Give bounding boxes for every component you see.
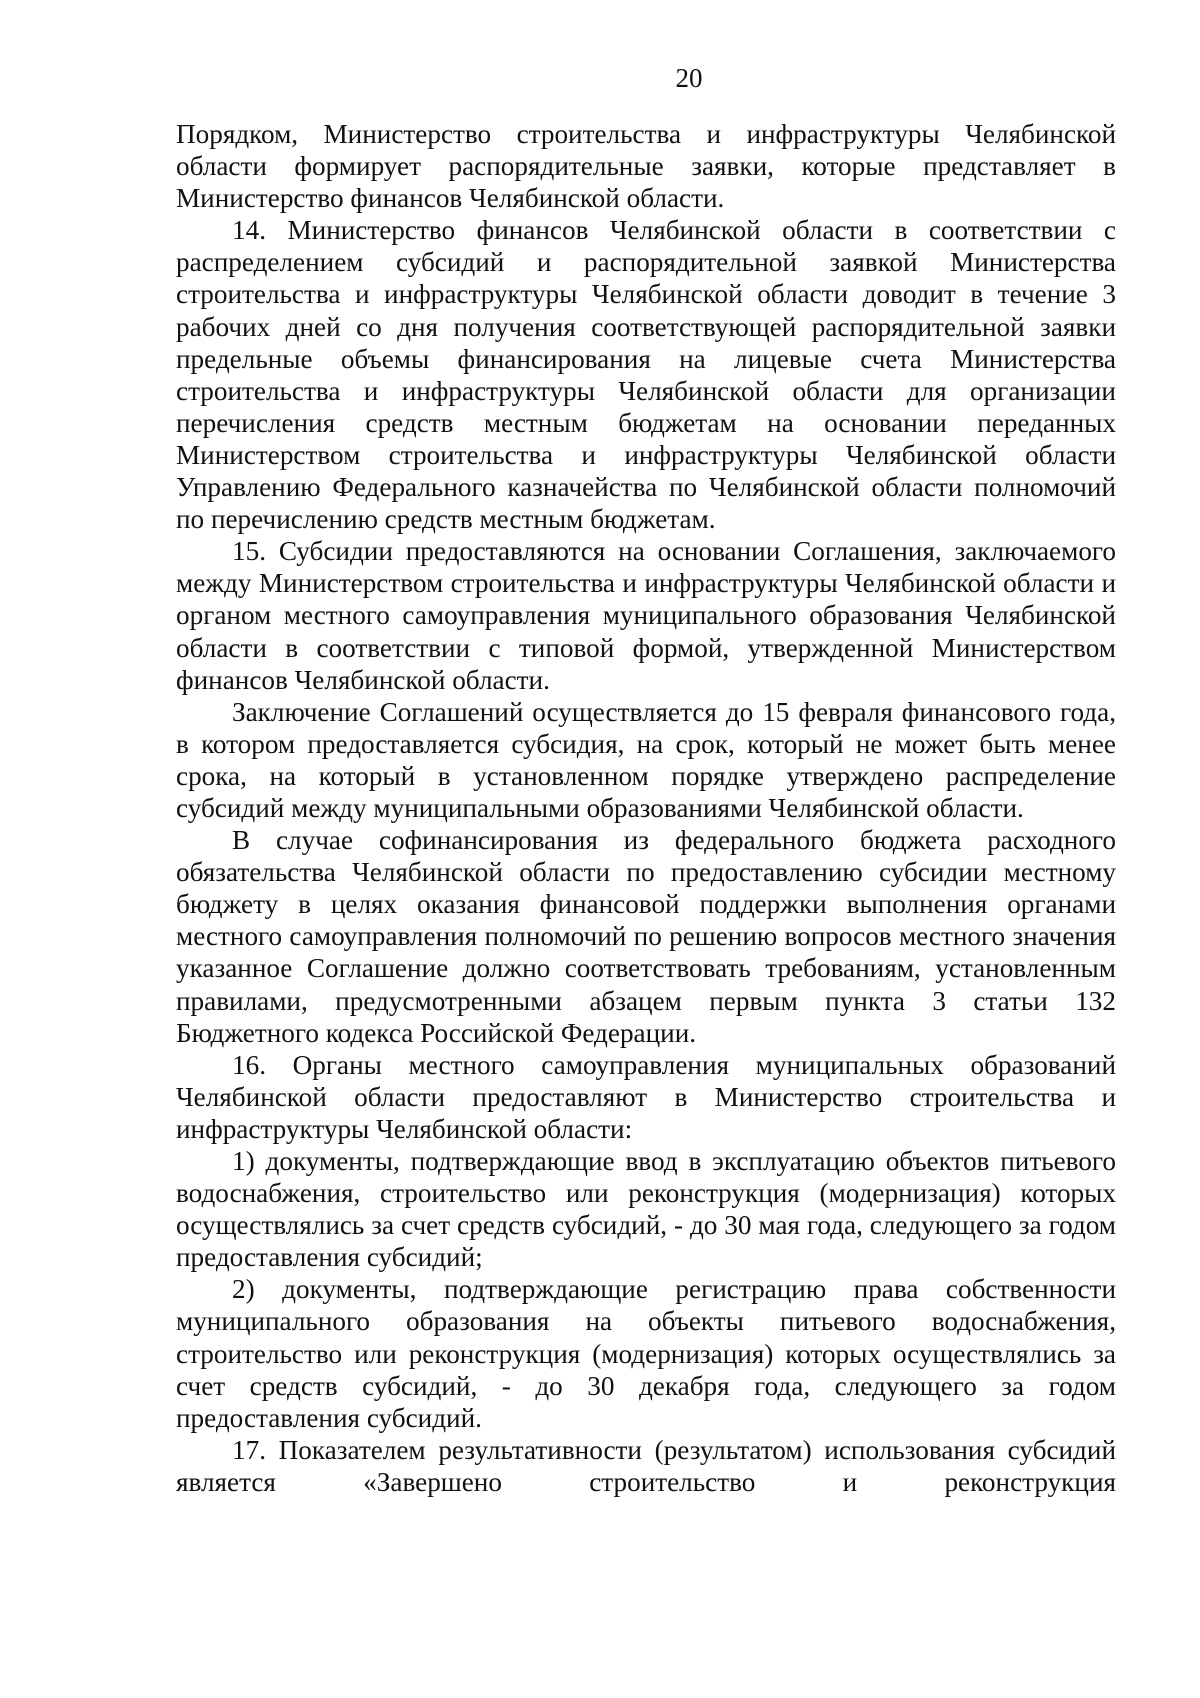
paragraph-subitem-2: 2) документы, подтверждающие регистрацию права собственности муниципального образования на объекты питьевого водоснабжения, строительство или реконструкция (модернизация) которых осуществлялись за счет средств субсидий, - до 30 декабря года, следующего за годом предоставления субсидий. [176, 1274, 1116, 1433]
paragraph-cofinancing: В случае софинансирования из федерального бюджета расходного обязательства Челябинской области по предоставлению субсидии местному бюджету в целях оказания финансовой поддержки выполнения органами местного самоуправления полномочий по решению вопросов местного значения указанное Соглашение должно соответствовать требованиям, установленным правилами, предусмотренными абзацем первым пункта 3 статьи 132 Бюджетного кодекса Российской Федерации. [176, 825, 1116, 1048]
paragraph-item-14: 14. Министерство финансов Челябинской области в соответствии с распределением субсидий и распорядительной заявкой Министерства строительства и инфраструктуры Челябинской области доводит в течение 3 рабочих дней со дня получения соответствующей распорядительной заявки предельные объемы финансирования на лицевые счета Министерства строительства и инфраструктуры Челябинской области для организации перечисления средств местным бюджетам на основании переданных Министерством строительства и инфраструктуры Челябинской области Управлению Федерального казначейства по Челябинской области полномочий по перечислению средств местным бюджетам. [176, 215, 1116, 535]
paragraph-agreement-deadline: Заключение Соглашений осуществляется до 15 февраля финансового года, в котором предоставляется субсидия, на срок, который не может быть менее срока, на который в установленном порядке утверждено распределение субсидий между муниципальными образованиями Челябинской области. [176, 696, 1116, 823]
paragraph-subitem-1: 1) документы, подтверждающие ввод в эксплуатацию объектов питьевого водоснабжения, строительство или реконструкция (модернизация) которых осуществлялись за счет средств субсидий, - до 30 мая года, следующего за годом предоставления субсидий; [176, 1146, 1116, 1273]
page-number: 20 [675, 63, 703, 93]
paragraph-item-15: 15. Субсидии предоставляются на основании Соглашения, заключаемого между Министерством строительства и инфраструктуры Челябинской области и органом местного самоуправления муниципального образования Челябинской области в соответствии с типовой формой, утвержденной Министерством финансов Челябинской области. [176, 536, 1116, 695]
document-body [176, 118, 1116, 1498]
paragraph-item-17: 17. Показателем результативности (результатом) использования субсидий является «Завершено строительство и реконструкция [176, 1434, 1116, 1497]
paragraph-continuation: Порядком, Министерство строительства и инфраструктуры Челябинской области формирует распорядительные заявки, которые представляет в Министерство финансов Челябинской области. [176, 119, 1116, 214]
paragraph-item-16: 16. Органы местного самоуправления муниципальных образований Челябинской области предоставляют в Министерство строительства и инфраструктуры Челябинской области: [176, 1049, 1116, 1144]
